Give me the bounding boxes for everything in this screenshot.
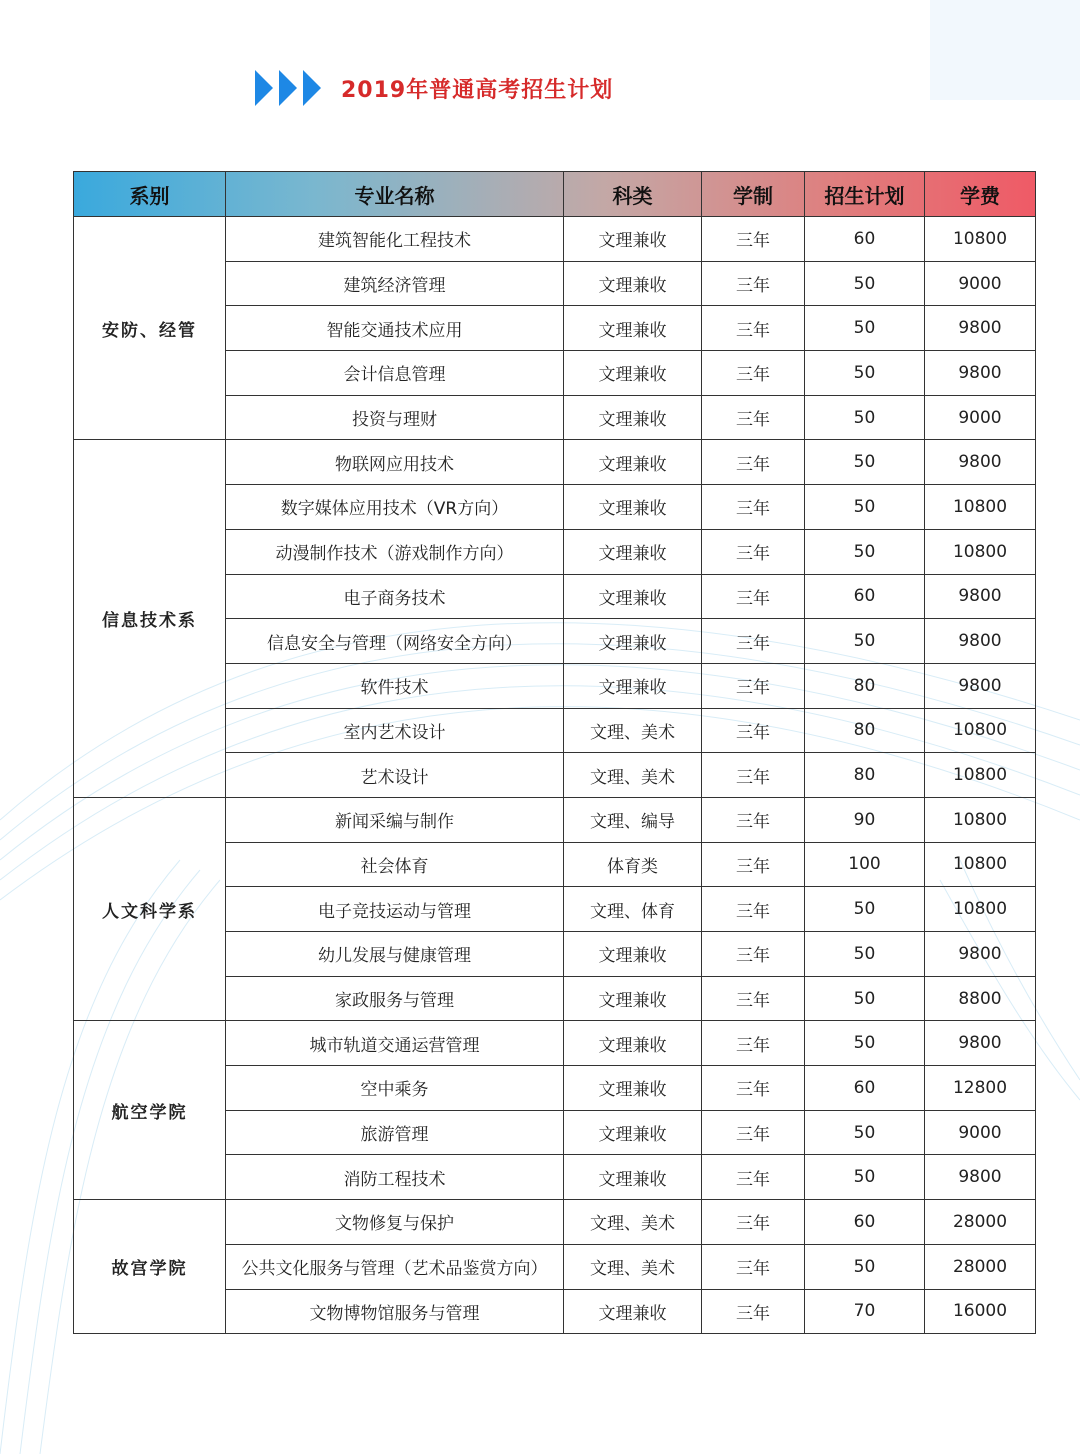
tuition-cell: 28000 (925, 1200, 1036, 1245)
subject-category-cell: 文理兼收 (564, 395, 702, 440)
subject-category-cell: 文理兼收 (564, 1155, 702, 1200)
enrollment-count-cell: 50 (805, 619, 925, 664)
header-major-name: 专业名称 (226, 172, 564, 217)
tuition-cell: 9000 (925, 395, 1036, 440)
chevron-right-icon (303, 70, 321, 106)
duration-cell: 三年 (702, 485, 805, 530)
duration-cell: 三年 (702, 306, 805, 351)
duration-cell: 三年 (702, 1110, 805, 1155)
tuition-cell: 12800 (925, 1066, 1036, 1111)
duration-cell: 三年 (702, 797, 805, 842)
duration-cell: 三年 (702, 529, 805, 574)
enrollment-count-cell: 50 (805, 1244, 925, 1289)
duration-cell: 三年 (702, 887, 805, 932)
subject-category-cell: 文理兼收 (564, 351, 702, 396)
major-name-cell: 软件技术 (226, 663, 564, 708)
subject-category-cell: 文理兼收 (564, 529, 702, 574)
duration-cell: 三年 (702, 708, 805, 753)
enrollment-count-cell: 80 (805, 708, 925, 753)
tuition-cell: 10800 (925, 485, 1036, 530)
table-row (74, 440, 1036, 485)
page-title: 2019年普通高考招生计划 (341, 77, 614, 103)
duration-cell: 三年 (702, 1066, 805, 1111)
subject-category-cell: 文理兼收 (564, 485, 702, 530)
department-cell: 安防、经管 (74, 217, 226, 440)
header-department: 系别 (74, 172, 226, 217)
major-name-cell: 消防工程技术 (226, 1155, 564, 1200)
tuition-cell: 10800 (925, 217, 1036, 262)
enrollment-count-cell: 50 (805, 440, 925, 485)
major-name-cell: 幼儿发展与健康管理 (226, 932, 564, 977)
duration-cell: 三年 (702, 1244, 805, 1289)
department-cell: 故宫学院 (74, 1200, 226, 1334)
major-name-cell: 家政服务与管理 (226, 976, 564, 1021)
subject-category-cell: 文理兼收 (564, 663, 702, 708)
header-duration: 学制 (702, 172, 805, 217)
subject-category-cell: 文理兼收 (564, 261, 702, 306)
tuition-cell: 9000 (925, 1110, 1036, 1155)
subject-category-cell: 文理兼收 (564, 1066, 702, 1111)
subject-category-cell: 文理、美术 (564, 1244, 702, 1289)
duration-cell: 三年 (702, 440, 805, 485)
subject-category-cell: 文理、体育 (564, 887, 702, 932)
subject-category-cell: 体育类 (564, 842, 702, 887)
department-cell: 人文科学系 (74, 797, 226, 1020)
tuition-cell: 28000 (925, 1244, 1036, 1289)
enrollment-count-cell: 50 (805, 1021, 925, 1066)
chevron-group (255, 70, 327, 106)
subject-category-cell: 文理兼收 (564, 1289, 702, 1334)
major-name-cell: 物联网应用技术 (226, 440, 564, 485)
enrollment-count-cell: 80 (805, 753, 925, 798)
duration-cell: 三年 (702, 932, 805, 977)
duration-cell: 三年 (702, 976, 805, 1021)
tuition-cell: 10800 (925, 887, 1036, 932)
enrollment-count-cell: 50 (805, 529, 925, 574)
duration-cell: 三年 (702, 395, 805, 440)
duration-cell: 三年 (702, 842, 805, 887)
table-header-row (74, 172, 1036, 217)
tuition-cell: 9800 (925, 574, 1036, 619)
department-cell: 航空学院 (74, 1021, 226, 1200)
duration-cell: 三年 (702, 619, 805, 664)
subject-category-cell: 文理兼收 (564, 217, 702, 262)
enrollment-count-cell: 50 (805, 351, 925, 396)
tuition-cell: 9000 (925, 261, 1036, 306)
tuition-cell: 9800 (925, 619, 1036, 664)
subject-category-cell: 文理、美术 (564, 1200, 702, 1245)
enrollment-count-cell: 90 (805, 797, 925, 842)
major-name-cell: 旅游管理 (226, 1110, 564, 1155)
subject-category-cell: 文理、美术 (564, 708, 702, 753)
enrollment-count-cell: 60 (805, 217, 925, 262)
header-subject-category: 科类 (564, 172, 702, 217)
subject-category-cell: 文理兼收 (564, 1021, 702, 1066)
tuition-cell: 16000 (925, 1289, 1036, 1334)
enrollment-plan-table (73, 171, 1036, 1334)
enrollment-count-cell: 50 (805, 261, 925, 306)
chevron-right-icon (279, 70, 297, 106)
tuition-cell: 8800 (925, 976, 1036, 1021)
enrollment-count-cell: 50 (805, 932, 925, 977)
duration-cell: 三年 (702, 1200, 805, 1245)
enrollment-count-cell: 50 (805, 887, 925, 932)
duration-cell: 三年 (702, 261, 805, 306)
duration-cell: 三年 (702, 1021, 805, 1066)
major-name-cell: 智能交通技术应用 (226, 306, 564, 351)
major-name-cell: 公共文化服务与管理（艺术品鉴赏方向） (226, 1244, 564, 1289)
major-name-cell: 新闻采编与制作 (226, 797, 564, 842)
subject-category-cell: 文理兼收 (564, 306, 702, 351)
enrollment-count-cell: 60 (805, 1066, 925, 1111)
title-bar (255, 68, 613, 108)
subject-category-cell: 文理兼收 (564, 1110, 702, 1155)
subject-category-cell: 文理兼收 (564, 440, 702, 485)
major-name-cell: 数字媒体应用技术（VR方向） (226, 485, 564, 530)
major-name-cell: 室内艺术设计 (226, 708, 564, 753)
tuition-cell: 10800 (925, 842, 1036, 887)
enrollment-count-cell: 50 (805, 306, 925, 351)
tuition-cell: 10800 (925, 797, 1036, 842)
tuition-cell: 10800 (925, 753, 1036, 798)
major-name-cell: 社会体育 (226, 842, 564, 887)
major-name-cell: 会计信息管理 (226, 351, 564, 396)
subject-category-cell: 文理兼收 (564, 932, 702, 977)
duration-cell: 三年 (702, 1289, 805, 1334)
major-name-cell: 投资与理财 (226, 395, 564, 440)
major-name-cell: 动漫制作技术（游戏制作方向） (226, 529, 564, 574)
duration-cell: 三年 (702, 663, 805, 708)
enrollment-count-cell: 60 (805, 574, 925, 619)
tuition-cell: 9800 (925, 663, 1036, 708)
table-body (74, 217, 1036, 1334)
table-row (74, 217, 1036, 262)
duration-cell: 三年 (702, 1155, 805, 1200)
table-row (74, 797, 1036, 842)
enrollment-count-cell: 50 (805, 1155, 925, 1200)
tuition-cell: 9800 (925, 440, 1036, 485)
tuition-cell: 10800 (925, 708, 1036, 753)
major-name-cell: 文物修复与保护 (226, 1200, 564, 1245)
department-cell: 信息技术系 (74, 440, 226, 798)
subject-category-cell: 文理兼收 (564, 619, 702, 664)
subject-category-cell: 文理、美术 (564, 753, 702, 798)
duration-cell: 三年 (702, 753, 805, 798)
major-name-cell: 文物博物馆服务与管理 (226, 1289, 564, 1334)
enrollment-count-cell: 50 (805, 976, 925, 1021)
tuition-cell: 9800 (925, 932, 1036, 977)
enrollment-count-cell: 70 (805, 1289, 925, 1334)
subject-category-cell: 文理兼收 (564, 574, 702, 619)
header-tuition: 学费 (925, 172, 1036, 217)
enrollment-count-cell: 50 (805, 395, 925, 440)
major-name-cell: 信息安全与管理（网络安全方向） (226, 619, 564, 664)
tuition-cell: 9800 (925, 1155, 1036, 1200)
enrollment-count-cell: 80 (805, 663, 925, 708)
major-name-cell: 建筑经济管理 (226, 261, 564, 306)
major-name-cell: 电子商务技术 (226, 574, 564, 619)
major-name-cell: 艺术设计 (226, 753, 564, 798)
tuition-cell: 9800 (925, 351, 1036, 396)
enrollment-count-cell: 100 (805, 842, 925, 887)
major-name-cell: 城市轨道交通运营管理 (226, 1021, 564, 1066)
major-name-cell: 建筑智能化工程技术 (226, 217, 564, 262)
duration-cell: 三年 (702, 217, 805, 262)
table-row (74, 1200, 1036, 1245)
table-row (74, 1021, 1036, 1066)
header-enrollment-plan: 招生计划 (805, 172, 925, 217)
subject-category-cell: 文理、编导 (564, 797, 702, 842)
tuition-cell: 10800 (925, 529, 1036, 574)
major-name-cell: 电子竞技运动与管理 (226, 887, 564, 932)
major-name-cell: 空中乘务 (226, 1066, 564, 1111)
tuition-cell: 9800 (925, 1021, 1036, 1066)
chevron-right-icon (255, 70, 273, 106)
enrollment-count-cell: 50 (805, 1110, 925, 1155)
tuition-cell: 9800 (925, 306, 1036, 351)
enrollment-count-cell: 60 (805, 1200, 925, 1245)
subject-category-cell: 文理兼收 (564, 976, 702, 1021)
duration-cell: 三年 (702, 351, 805, 396)
duration-cell: 三年 (702, 574, 805, 619)
enrollment-count-cell: 50 (805, 485, 925, 530)
